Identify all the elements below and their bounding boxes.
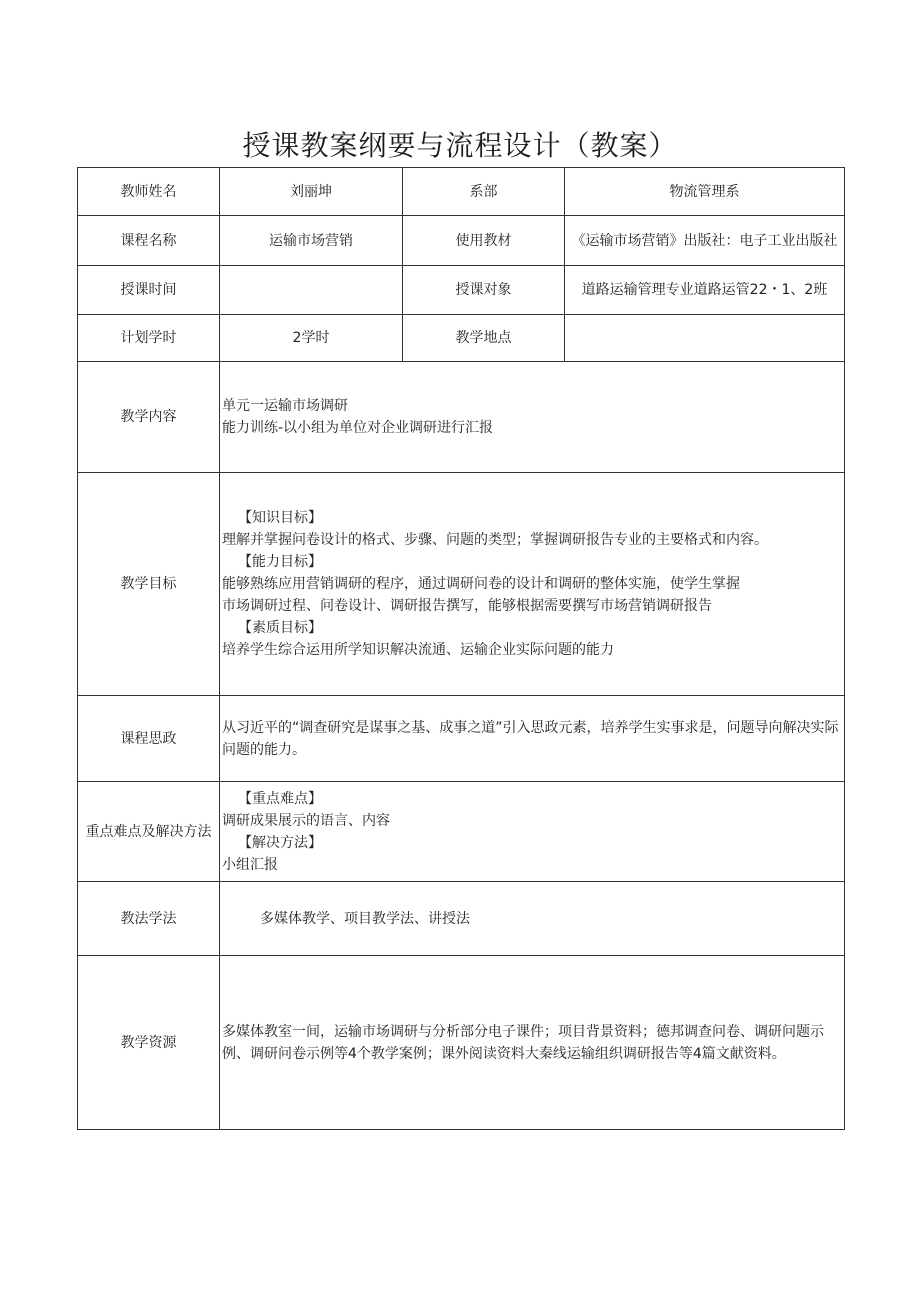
page-title: 授课教案纲要与流程设计（教案）: [242, 129, 678, 162]
content-line: 能力训练-以小组为单位对企业调研进行汇报: [222, 420, 494, 436]
method-heading: 【解决方法】: [238, 834, 322, 851]
ideology-text: 从习近平的“调查研究是谋事之基、成事之道”引入思政元素，培养学生实事求是，问题导向解决实际问题的能力。: [220, 696, 845, 782]
dept-value: 物流管理系: [565, 168, 845, 216]
resources-label: 教学资源: [78, 956, 220, 1130]
content-line: 单元一运输市场调研: [222, 398, 348, 414]
methods-label: 教法学法: [78, 882, 220, 956]
hours-label: 计划学时: [78, 315, 220, 362]
table-row: [78, 882, 845, 956]
quality-heading: 【素质目标】: [238, 620, 322, 636]
knowledge-text: 理解并掌握问卷设计的格式、步骤、问题的类型；掌握调研报告专业的主要格式和内容。: [222, 532, 768, 548]
resources-text: 多媒体教室一间，运输市场调研与分析部分电子课件；项目背景资料；德邦调查问卷、调研问题示例、调研问卷示例等4个教学案例；课外阅读资料大秦线运输组织调研报告等4篇文献资料。: [220, 956, 845, 1130]
key-text: 调研成果展示的语言、内容: [222, 812, 390, 829]
ability-heading: 【能力目标】: [238, 554, 322, 570]
course-value: 运输市场营销: [220, 216, 403, 266]
methods-text: 多媒体教学、项目教学法、讲授法: [220, 882, 845, 956]
table-row: [78, 216, 845, 266]
table-row: [78, 266, 845, 315]
table-row: [78, 168, 845, 216]
table-row: [78, 956, 845, 1130]
audience-value: 道路运输管理专业道路运管22・1、2班: [565, 266, 845, 315]
quality-text: 培养学生综合运用所学知识解决流通、运输企业实际问题的能力: [222, 642, 614, 658]
ideology-label: 课程思政: [78, 696, 220, 782]
lesson-plan-table: [77, 167, 845, 1130]
table-row: [78, 473, 845, 696]
location-label: 教学地点: [403, 315, 565, 362]
table-row: [78, 782, 845, 882]
hours-value: 2学时: [220, 315, 403, 362]
course-label: 课程名称: [78, 216, 220, 266]
goals-cell: [220, 473, 845, 696]
location-value: [565, 315, 845, 362]
table-row: [78, 362, 845, 473]
method-text: 小组汇报: [222, 856, 278, 873]
key-label: 重点难点及解决方法: [78, 782, 220, 882]
audience-label: 授课对象: [403, 266, 565, 315]
textbook-label: 使用教材: [403, 216, 565, 266]
content-cell: [220, 362, 845, 473]
content-label: 教学内容: [78, 362, 220, 473]
dept-label: 系部: [403, 168, 565, 216]
time-label: 授课时间: [78, 266, 220, 315]
knowledge-heading: 【知识目标】: [238, 510, 322, 526]
table-row: [78, 315, 845, 362]
goals-label: 教学目标: [78, 473, 220, 696]
table-row: [78, 696, 845, 782]
teacher-name: 刘丽坤: [220, 168, 403, 216]
key-heading: 【重点难点】: [238, 790, 322, 807]
time-value: [220, 266, 403, 315]
key-cell: [220, 782, 845, 882]
teacher-label: 教师姓名: [78, 168, 220, 216]
ability-text: 能够熟练应用营销调研的程序，通过调研问卷的设计和调研的整体实施，使学生掌握: [222, 576, 740, 592]
ability-text: 市场调研过程、问卷设计、调研报告撰写，能够根据需要撰写市场营销调研报告: [222, 598, 712, 614]
textbook-value: 《运输市场营销》出版社：电子工业出版社: [565, 216, 845, 266]
